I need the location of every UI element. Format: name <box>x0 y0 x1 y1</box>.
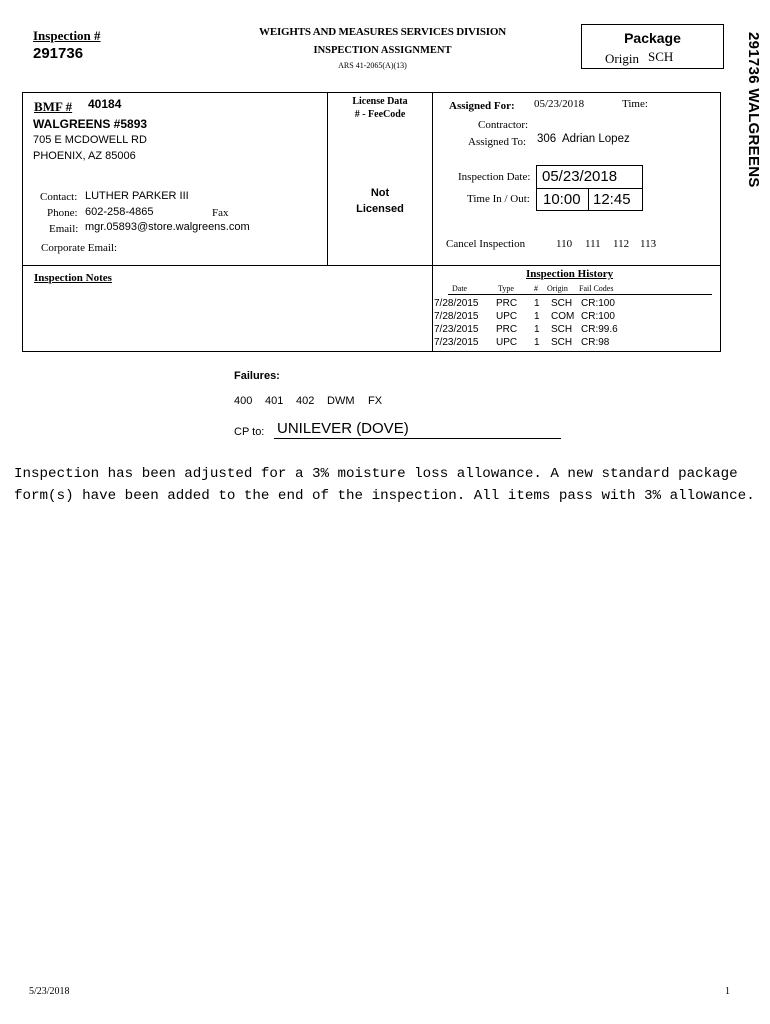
license-subtitle: # - FeeCode <box>354 109 406 120</box>
failures-label: Failures: <box>234 370 280 382</box>
license-title: License Data <box>352 96 408 107</box>
history-cell: UPC <box>496 311 518 322</box>
failure-code: DWM <box>327 395 355 407</box>
statute-reference: ARS 41-2065(A)(13) <box>338 61 407 70</box>
corporate-email-label: Corporate Email: <box>41 242 118 254</box>
inspection-comment: Inspection has been adjusted for a 3% moisture loss allowance. A new standard package form(s) have been added to the end of the inspection. All items pass with 3% allowance. <box>14 466 755 504</box>
cancel-code[interactable]: 113 <box>640 238 657 250</box>
cancel-inspection-label: Cancel Inspection <box>446 238 526 250</box>
inspection-date-field[interactable] <box>536 165 643 189</box>
business-address-line1: 705 E MCDOWELL RD <box>33 134 147 146</box>
page-number: 1 <box>725 986 730 997</box>
history-cell: 7/28/2015 <box>434 311 479 322</box>
package-box <box>581 24 724 69</box>
side-label: 291736 WALGREENS <box>745 32 762 188</box>
history-cell: COM <box>551 311 575 322</box>
inspection-date-label: Inspection Date: <box>458 171 531 183</box>
history-header-date: Date <box>452 284 468 293</box>
bmf-label: BMF # <box>34 99 73 114</box>
history-cell: SCH <box>551 298 573 309</box>
phone-label: Phone: <box>47 207 78 219</box>
history-cell: CR:98 <box>581 337 610 348</box>
bmf-number: 40184 <box>88 97 122 111</box>
history-cell: PRC <box>496 298 518 309</box>
failure-code: 401 <box>265 395 284 407</box>
assigned-for-label: Assigned For: <box>449 100 515 112</box>
license-status-line1: Not <box>370 187 390 199</box>
contact-label: Contact: <box>40 191 78 203</box>
cp-to-value: UNILEVER (DOVE) <box>277 420 409 437</box>
footer-date: 5/23/2018 <box>29 986 70 997</box>
package-label: Package <box>624 30 681 46</box>
history-cell: 7/23/2015 <box>434 324 479 335</box>
assigned-to-value: 306 Adrian Lopez <box>537 133 630 145</box>
history-cell: PRC <box>496 324 518 335</box>
inspection-history-title: Inspection History <box>526 268 614 280</box>
contractor-label: Contractor: <box>478 119 529 131</box>
failure-code: 402 <box>296 395 315 407</box>
history-header-origin: Origin <box>547 284 568 293</box>
contact-value: LUTHER PARKER III <box>85 190 189 202</box>
history-cell: 1 <box>534 324 540 335</box>
history-header-count: # <box>534 284 538 293</box>
time-in-field[interactable] <box>536 188 589 211</box>
inspection-notes-title: Inspection Notes <box>34 272 112 284</box>
origin-value: SCH <box>648 49 674 64</box>
divider <box>432 92 433 352</box>
history-cell: 7/28/2015 <box>434 298 479 309</box>
cancel-code[interactable]: 111 <box>585 238 601 250</box>
history-cell: 1 <box>534 311 540 322</box>
business-name: WALGREENS #5893 <box>33 117 148 131</box>
fax-label: Fax <box>212 207 229 219</box>
email-value: mgr.05893@store.walgreens.com <box>85 221 250 233</box>
license-status-line2: Licensed <box>356 203 404 215</box>
inspection-number-label: Inspection # <box>33 28 101 43</box>
history-cell: CR:100 <box>581 311 615 322</box>
inspection-date-value: 05/23/2018 <box>542 168 618 185</box>
assigned-to-label: Assigned To: <box>468 136 527 148</box>
cp-to-underline <box>274 438 561 439</box>
origin-label: Origin <box>605 51 639 66</box>
time-in-value: 10:00 <box>543 191 581 208</box>
history-cell: 1 <box>534 337 540 348</box>
history-cell: CR:99.6 <box>581 324 618 335</box>
cancel-code[interactable]: 112 <box>613 238 630 250</box>
history-cell: CR:100 <box>581 298 615 309</box>
cp-to-label: CP to: <box>234 426 265 438</box>
history-header-rule <box>448 294 712 295</box>
time-in-out-label: Time In / Out: <box>467 193 530 205</box>
cancel-code[interactable]: 110 <box>556 238 573 250</box>
failure-code: FX <box>368 395 383 407</box>
history-cell: SCH <box>551 324 573 335</box>
time-label: Time: <box>622 98 648 110</box>
divider <box>22 265 721 266</box>
time-out-value: 12:45 <box>593 191 631 208</box>
history-cell: 7/23/2015 <box>434 337 479 348</box>
assigned-for-value: 05/23/2018 <box>534 98 585 110</box>
history-header-type: Type <box>498 284 514 293</box>
failure-code: 400 <box>234 395 253 407</box>
time-out-field[interactable] <box>588 188 643 211</box>
history-cell: UPC <box>496 337 518 348</box>
history-cell: SCH <box>551 337 573 348</box>
division-title: WEIGHTS AND MEASURES SERVICES DIVISION <box>259 26 506 38</box>
business-address-line2: PHOENIX, AZ 85006 <box>33 150 136 162</box>
history-header-fail-codes: Fail Codes <box>579 284 614 293</box>
phone-value: 602-258-4865 <box>85 206 154 218</box>
history-cell: 1 <box>534 298 540 309</box>
assignment-title: INSPECTION ASSIGNMENT <box>313 45 452 56</box>
email-label: Email: <box>49 223 79 235</box>
inspection-number: 291736 <box>33 45 84 62</box>
